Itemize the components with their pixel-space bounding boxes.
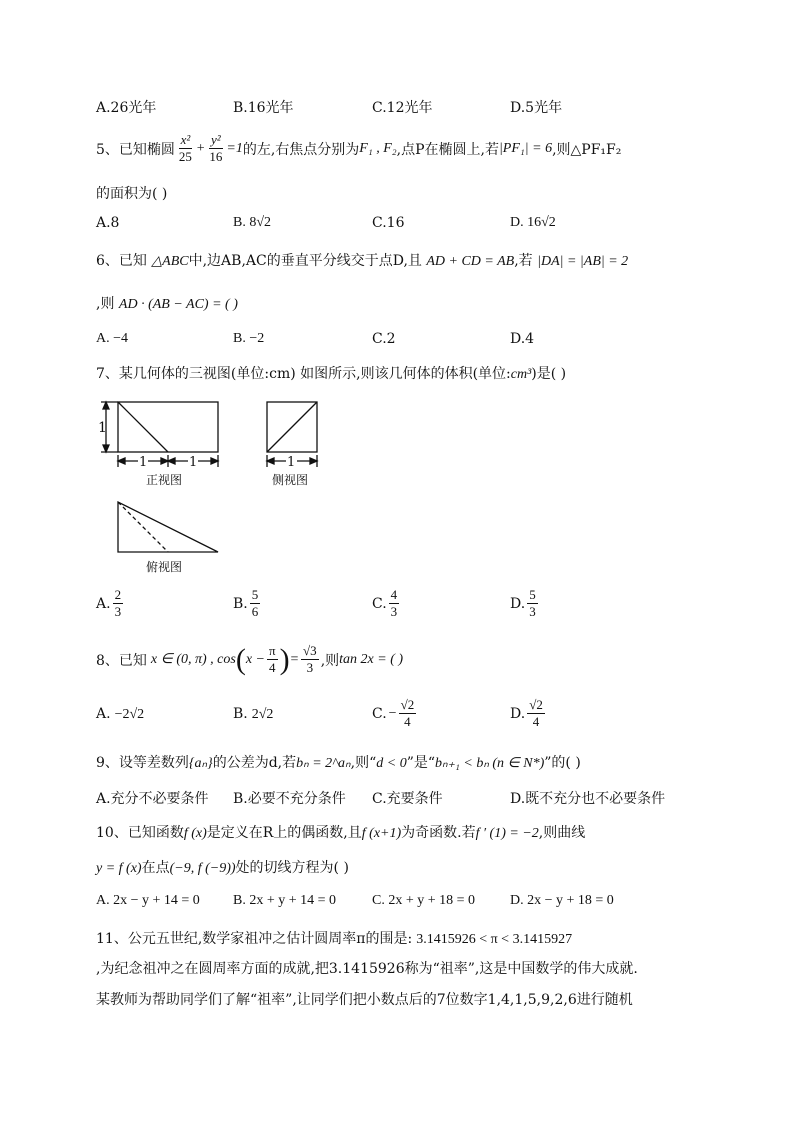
q5-number: 5、 (96, 141, 119, 158)
q10-condition: f ′ (1) = −2 (475, 826, 539, 841)
q4-option-c: C.12光年 (372, 100, 433, 116)
q8-option-a: A. −2√2 (96, 706, 145, 722)
q6-triangle: △ABC (151, 254, 189, 269)
q8-option-b: B. 2√2 (233, 706, 274, 722)
q7-text-tail: )是( ) (531, 366, 567, 382)
q9-b-condition: bₙ₊₁ < bₙ (n ∈ N*) (435, 756, 545, 771)
q6-option-a: A. −4 (96, 331, 129, 346)
q8-text-tail: ,则 (320, 652, 340, 669)
front-width-label-2: 1 (189, 455, 198, 470)
q8-ask: tan 2x = ( ) (339, 651, 404, 667)
q8-number: 8、 (96, 652, 119, 669)
q10-option-d: D. 2x − y + 18 = 0 (510, 893, 614, 908)
q8-option-d: D. $\frac{√2}{4}$ (510, 697, 543, 729)
top-view (118, 502, 218, 552)
q11-line3: 某教师为帮助同学们了解“祖率”,让同学们把小数点后的7位数字1,4,1,5,9,2,6进行随机 (96, 992, 633, 1008)
q10-option-c: C. 2x + y + 18 = 0 (372, 893, 476, 908)
q5-option-c: C.16 (372, 215, 405, 231)
front-view-label: 正视图 (146, 473, 183, 487)
q10-stem: 10、已知函数f (x)是定义在R上的偶函数,且f (x+1)为奇函数.若f ′ (1) = −2,则曲线 (96, 825, 586, 841)
q8-option-c: C. − $\frac{√2}{4}$ (372, 697, 415, 729)
q9-sequence: {aₙ} (188, 756, 213, 771)
q5-option-a: A.8 (96, 215, 120, 231)
q6-option-d: D.4 (510, 331, 535, 347)
q7-unit: cm³ (510, 367, 532, 382)
q5-option-b: B. 8√2 (233, 215, 272, 230)
q6-line2-pre: ,则 (96, 296, 115, 312)
q5-condition: |PF₁| = 6 (498, 140, 553, 156)
q7-number: 7、 (96, 366, 119, 382)
q5-line2: 的面积为( ) (96, 186, 168, 202)
q5-text-mid2: ,点P在椭圆上,若 (396, 141, 499, 158)
q9-option-d: D.既不充分也不必要条件 (510, 791, 666, 807)
q5-eq-one: =1 (226, 140, 243, 156)
q4-option-d: D.5光年 (510, 100, 563, 116)
q6-line2 (96, 293, 238, 313)
q5-foci: F₁ , F₂ (359, 140, 397, 156)
q11-line1: 11、公元五世纪,数学家祖冲之估计圆周率π的围是: 3.1415926 < π < 3.1415927 (96, 931, 573, 947)
q9-option-b: B.必要不充分条件 (233, 791, 346, 807)
q7-option-c: C. $\frac{4}{3}$ (372, 587, 398, 619)
q10-fx: f (x) (183, 826, 207, 841)
q6-text-pre: 已知 (118, 253, 147, 269)
front-height-label: 1 (98, 420, 107, 436)
q7-option-b: B. $\frac{5}{6}$ (233, 587, 259, 619)
q7-text: 某几何体的三视图(单位:cm) 如图所示,则该几何体的体积(单位: (118, 366, 511, 382)
q10-line2: y = f (x)在点(−9, f (−9))处的切线方程为( ) (96, 860, 349, 876)
q6-text-mid2: ,若 (514, 253, 533, 269)
q8-paren-right: ) (279, 642, 290, 676)
q9-stem: 9、设等差数列{aₙ}的公差为d,若bₙ = 2^aₙ,则“d < 0”是“bₙ₊₁ < bₙ (n ∈ N*)”的( ) (96, 755, 581, 771)
q6-stem (96, 250, 628, 270)
q6-number: 6、 (96, 253, 119, 269)
q5-text-tail: ,则△PF₁F₂ (552, 141, 622, 158)
q10-point: (−9, f (−9)) (169, 861, 236, 876)
q4-option-b: B.16光年 (233, 100, 294, 116)
front-view (101, 402, 218, 467)
top-view-label: 俯视图 (146, 560, 183, 574)
q8-x-minus: x − (245, 651, 266, 667)
q6-vector-condition: AD + CD = AB (426, 254, 515, 269)
q9-option-a: A.充分不必要条件 (96, 791, 209, 807)
q5-frac-x: $\frac{\text{x²}}{25}$ (178, 132, 192, 164)
q9-option-c: C.充要条件 (372, 791, 443, 807)
q10-option-b: B. 2x + y + 14 = 0 (233, 893, 337, 908)
q8-equals: = (289, 651, 300, 667)
q5-option-d: D. 16√2 (510, 215, 556, 230)
q6-expression: AD · (AB − AC) = ( ) (118, 297, 238, 312)
q7-option-d: D. $\frac{5}{3}$ (510, 587, 536, 619)
q5-text-pre: 已知椭圆 (118, 141, 175, 158)
front-width-label-1: 1 (139, 455, 148, 470)
q10-fx1: f (x+1) (361, 826, 402, 841)
q7-stem (96, 363, 566, 383)
q4-option-a: A.26光年 (96, 100, 157, 116)
q5-text-mid: 的左,右焦点分别为 (242, 141, 360, 158)
q8-paren-left: ( (235, 642, 246, 676)
q9-bn: bₙ = 2^aₙ (296, 756, 351, 771)
q6-option-c: C.2 (372, 331, 396, 347)
q9-d-condition: d < 0 (376, 756, 407, 771)
q6-magnitude-condition: |DA| = |AB| = 2 (537, 254, 629, 269)
q11-line2: ,为纪念祖冲之在圆周率方面的成就,把3.1415926称为“祖率”,这是中国数学的伟大成就. (96, 961, 638, 977)
q11-range: 3.1415926 < π < 3.1415927 (416, 932, 573, 947)
side-width-label: 1 (287, 455, 296, 470)
side-view-label: 侧视图 (272, 473, 309, 487)
q6-option-b: B. −2 (233, 331, 265, 346)
q10-option-a: A. 2x − y + 14 = 0 (96, 893, 200, 908)
q8-condition: x ∈ (0, π) , cos (150, 652, 236, 667)
q7-option-a: A. $\frac{2}{3}$ (96, 587, 122, 619)
q5-frac-y: $\frac{\text{y²}}{16}$ (209, 132, 223, 164)
q7-three-view-figure (96, 395, 336, 580)
q8-stem: 8、 已知 x ∈ (0, π) , cos ( x − $\frac{\pi}{4}$ ) = $\frac{√3}{3}$ ,则 tan 2x = ( ) (96, 642, 404, 676)
q8-text-pre: 已知 (118, 652, 147, 669)
q6-text-mid: 中,边AB,AC的垂直平分线交于点D,且 (188, 253, 422, 269)
q5-stem: 5、 已知椭圆 $\frac{\text{x²}}{25}$ + $\frac{\text{y²}}{16}$ =1 的左,右焦点分别为 F₁ , F₂ ,点P在椭圆上,若 |PF₁| = 6 ,则△PF₁F₂ (96, 132, 622, 164)
